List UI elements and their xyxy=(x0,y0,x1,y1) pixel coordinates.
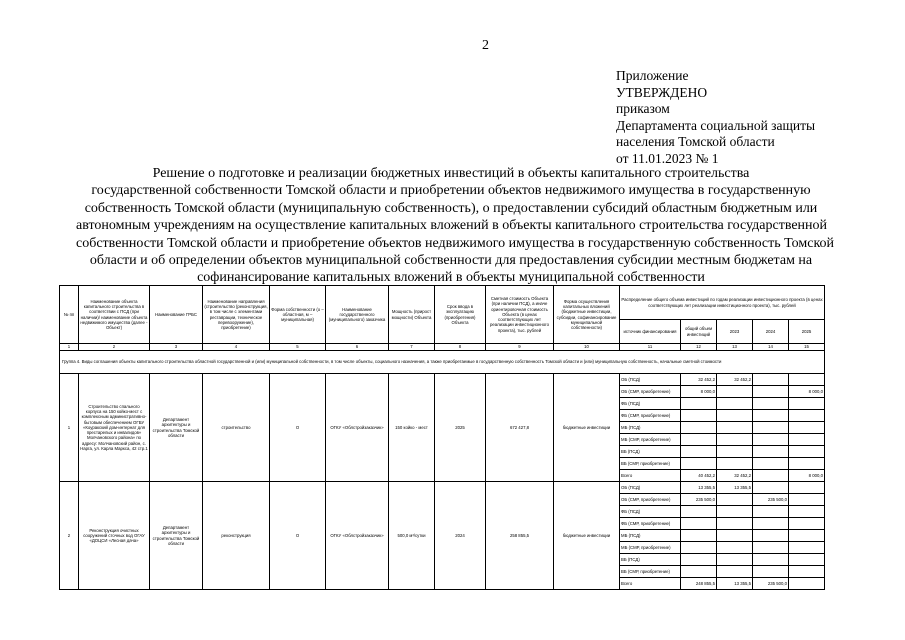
header-year: Срок ввода в эксплуатацию (приобретения) Объекта xyxy=(435,286,486,344)
title-line: собственности Томской области и приобретение объектов недвижимого имущества в государственную собственность Томской xyxy=(76,235,835,251)
total-amount: 40 452,2 xyxy=(681,470,717,482)
approval-line: населения Томской области xyxy=(616,134,775,150)
title-line: Решение о подготовке и реализации бюджетных инвестиций в объекты капитального строительства xyxy=(152,166,750,181)
column-number: 13 xyxy=(717,344,753,351)
funding-source: ВБ (СМР, приобретение) xyxy=(620,458,681,470)
total-amount xyxy=(681,530,717,542)
amount-2025 xyxy=(789,530,825,542)
amount-2024 xyxy=(753,542,789,554)
amount-2024 xyxy=(753,482,789,494)
approval-line: Приложение xyxy=(616,68,689,83)
header-grbs: Наименование ГРБС xyxy=(150,286,203,344)
group-title: Группа 4. Виды соглашения объекты капитального строительства областной государственной и (или) муниципальной собственности, в том числе объекты, социального назначения, а также приобретаемые в государственную собственность Томской области и (или) муниципальную собственность, начальные сметной стоимости xyxy=(60,351,825,374)
column-number: 1 xyxy=(60,344,79,351)
amount-2023 xyxy=(717,458,753,470)
funding-source: МБ (ПСД) xyxy=(620,422,681,434)
funding-source: МБ (СМР, приобретение) xyxy=(620,434,681,446)
column-number: 8 xyxy=(435,344,486,351)
funding-source: ФБ (СМР, приобретение) xyxy=(620,410,681,422)
amount-2024 xyxy=(753,518,789,530)
amount-2023: 13 355,5 xyxy=(717,578,753,590)
amount-2024: 235 500,0 xyxy=(753,494,789,506)
header-capacity: Мощность (прирост мощности) Объекта xyxy=(389,286,435,344)
direction: реконструкция xyxy=(203,482,270,590)
header-total: общий объем инвестиций xyxy=(681,320,717,344)
header-direction: Наименование направления (строительство (реконструкция, в том числе с элементами реставрации, техническое перевооружение), приобретение) xyxy=(203,286,270,344)
column-number: 7 xyxy=(389,344,435,351)
column-number: 2 xyxy=(79,344,150,351)
header-num: № пп xyxy=(60,286,79,344)
approval-line: Департамента социальной защиты xyxy=(616,117,816,133)
investment-form: бюджетные инвестиции xyxy=(554,374,620,482)
column-number: 5 xyxy=(270,344,326,351)
amount-2023: 13 355,5 xyxy=(717,482,753,494)
column-number: 4 xyxy=(203,344,270,351)
total-amount xyxy=(681,422,717,434)
title-line: автономным учреждениям на осуществление капитальных вложений в объекты капитального строительства государственной xyxy=(76,218,828,234)
amount-2025 xyxy=(789,422,825,434)
amount-2023 xyxy=(717,518,753,530)
amount-2024 xyxy=(753,386,789,398)
amount-2024 xyxy=(753,470,789,482)
header-ownership: Форма собственности (о – областная, м – муниципальная) xyxy=(270,286,326,344)
amount-2023 xyxy=(717,446,753,458)
estimated-cost: 258 855,5 xyxy=(486,482,554,590)
approval-line: приказом xyxy=(616,101,670,117)
title-line: софинансирование капитальных вложений в объекты муниципальной собственности xyxy=(197,270,705,286)
amount-2024 xyxy=(753,530,789,542)
title-line: области и об определении объектов муниципальной собственности для предоставления субсидии местным бюджетам на xyxy=(89,253,813,269)
total-amount xyxy=(681,542,717,554)
amount-2023 xyxy=(717,410,753,422)
row-number: 2 xyxy=(60,482,79,590)
total-amount xyxy=(681,398,717,410)
amount-2025 xyxy=(789,518,825,530)
amount-2023 xyxy=(717,554,753,566)
header-year-2024: 2024 xyxy=(753,320,789,344)
title-line: государственной собственности Томской области и приобретении объектов недвижимого имущества в государственную xyxy=(91,183,811,199)
column-number: 3 xyxy=(150,344,203,351)
total-amount xyxy=(681,458,717,470)
investment-table xyxy=(59,285,825,590)
estimated-cost: 672 427,8 xyxy=(486,374,554,482)
document-title xyxy=(76,165,835,287)
funding-source: МБ (СМР, приобретение) xyxy=(620,542,681,554)
amount-2024: 235 500,0 xyxy=(753,578,789,590)
funding-total-label: Всего xyxy=(620,470,681,482)
commission-year: 2024 xyxy=(435,482,486,590)
column-number: 6 xyxy=(326,344,389,351)
title-line: собственность Томской области (муниципальную собственность), о предоставлении субсидий областным бюджетным или xyxy=(84,200,818,216)
amount-2024 xyxy=(753,398,789,410)
header-year-2025: 2025 xyxy=(789,320,825,344)
column-number: 14 xyxy=(753,344,789,351)
total-amount: 248 855,5 xyxy=(681,578,717,590)
funding-source: ФБ (ПСД) xyxy=(620,506,681,518)
amount-2024 xyxy=(753,374,789,386)
amount-2023 xyxy=(717,566,753,578)
funding-source: ОБ (СМР, приобретение) xyxy=(620,386,681,398)
total-amount: 235 500,0 xyxy=(681,494,717,506)
amount-2023 xyxy=(717,494,753,506)
funding-source: ВБ (ПСД) xyxy=(620,446,681,458)
amount-2025 xyxy=(789,398,825,410)
total-amount: 32 452,2 xyxy=(681,374,717,386)
amount-2024 xyxy=(753,506,789,518)
ownership: О xyxy=(270,482,326,590)
amount-2023: 32 452,2 xyxy=(717,374,753,386)
amount-2024 xyxy=(753,566,789,578)
amount-2025 xyxy=(789,578,825,590)
grbs-name: Департамент архитектуры и строительства Томской области xyxy=(150,374,203,482)
amount-2023 xyxy=(717,386,753,398)
amount-2025 xyxy=(789,554,825,566)
amount-2025 xyxy=(789,434,825,446)
amount-2025 xyxy=(789,506,825,518)
funding-source: ОБ (ПСД) xyxy=(620,482,681,494)
total-amount: 13 355,5 xyxy=(681,482,717,494)
total-amount xyxy=(681,410,717,422)
amount-2024 xyxy=(753,458,789,470)
total-amount xyxy=(681,554,717,566)
commission-year: 2025 xyxy=(435,374,486,482)
funding-source: МБ (ПСД) xyxy=(620,530,681,542)
amount-2025 xyxy=(789,446,825,458)
amount-2025 xyxy=(789,482,825,494)
amount-2024 xyxy=(753,422,789,434)
customer: ОГКУ «Облстройзаказчик» xyxy=(326,374,389,482)
total-amount xyxy=(681,566,717,578)
header-form: Форма осуществления капитальных вложений (бюджетные инвестиции, субсидии, софинансирование муниципальной собственности) xyxy=(554,286,620,344)
funding-source: ОБ (СМР, приобретение) xyxy=(620,494,681,506)
header-cost: Сметная стоимость Объекта (при наличии ПСД), а иначе ориентировочная стоимость Объекта (в ценах соответствующих лет реализации инвестиционного проекта), тыс. рублей xyxy=(486,286,554,344)
amount-2025 xyxy=(789,410,825,422)
funding-total-label: Всего xyxy=(620,578,681,590)
object-name: Строительство спального корпуса на 150 койко-мест с комплексным административно-бытовым обеспечением ОГБУ «Коуракский дом-интернат для престарелых и инвалидов» Молчановского района» по адресу: Молчановский район, с. Нарга, ул. Карла Маркса, 42 стр.1 xyxy=(79,374,150,482)
total-amount xyxy=(681,446,717,458)
amount-2023 xyxy=(717,422,753,434)
amount-2025 xyxy=(789,374,825,386)
amount-2025 xyxy=(789,542,825,554)
total-amount xyxy=(681,518,717,530)
amount-2025 xyxy=(789,494,825,506)
amount-2024 xyxy=(753,410,789,422)
amount-2023 xyxy=(717,398,753,410)
ownership: О xyxy=(270,374,326,482)
column-number: 10 xyxy=(554,344,620,351)
column-number: 11 xyxy=(620,344,681,351)
total-amount xyxy=(681,506,717,518)
approval-block xyxy=(616,68,815,168)
investment-form: бюджетные инвестиции xyxy=(554,482,620,590)
column-number: 12 xyxy=(681,344,717,351)
customer: ОГКУ «Облстройзаказчик» xyxy=(326,482,389,590)
amount-2024 xyxy=(753,446,789,458)
header-customer: Наименование государственного (муниципального) заказчика xyxy=(326,286,389,344)
funding-source: ФБ (ПСД) xyxy=(620,398,681,410)
direction: строительство xyxy=(203,374,270,482)
approval-line: УТВЕРЖДЕНО xyxy=(616,84,708,100)
amount-2025: 8 000,0 xyxy=(789,386,825,398)
funding-source: ОБ (ПСД) xyxy=(620,374,681,386)
total-amount xyxy=(681,434,717,446)
amount-2024 xyxy=(753,554,789,566)
total-amount: 8 000,0 xyxy=(681,386,717,398)
header-object-name: Наименование объекта капитального строительства в соответствии с ПСД (при наличии)/ наименование объекта недвижимого имущества (далее - Объект) xyxy=(79,286,150,344)
header-source: источник финансирования xyxy=(620,320,681,344)
funding-source: ВБ (ПСД) xyxy=(620,554,681,566)
funding-source: ФБ (СМР, приобретение) xyxy=(620,518,681,530)
amount-2025: 8 000,0 xyxy=(789,470,825,482)
header-year-2023: 2023 xyxy=(717,320,753,344)
approval-line: от 11.01.2023 № 1 xyxy=(616,150,719,166)
object-name: Реконструкция очистных сооружений сточных вод ОГАУ «ДОЦСИ «Лесная дача» xyxy=(79,482,150,590)
funding-source: ВБ (СМР, приобретение) xyxy=(620,566,681,578)
grbs-name: Департамент архитектуры и строительства Томской области xyxy=(150,482,203,590)
capacity: 150 койко - мест xyxy=(389,374,435,482)
amount-2023 xyxy=(717,434,753,446)
amount-2024 xyxy=(753,434,789,446)
capacity: 500,0 м³/сутки xyxy=(389,482,435,590)
amount-2023 xyxy=(717,542,753,554)
amount-2025 xyxy=(789,458,825,470)
amount-2025 xyxy=(789,566,825,578)
page-number: 2 xyxy=(482,38,489,53)
column-number: 15 xyxy=(789,344,825,351)
column-number: 9 xyxy=(486,344,554,351)
amount-2023 xyxy=(717,506,753,518)
header-distribution: Распределение общего объема инвестиций по годам реализации инвестиционного проекта (в ценах соответствующих лет реализации инвестиционного проекта), тыс. рублей xyxy=(620,286,825,320)
row-number: 1 xyxy=(60,374,79,482)
amount-2023: 32 452,2 xyxy=(717,470,753,482)
amount-2023 xyxy=(717,530,753,542)
